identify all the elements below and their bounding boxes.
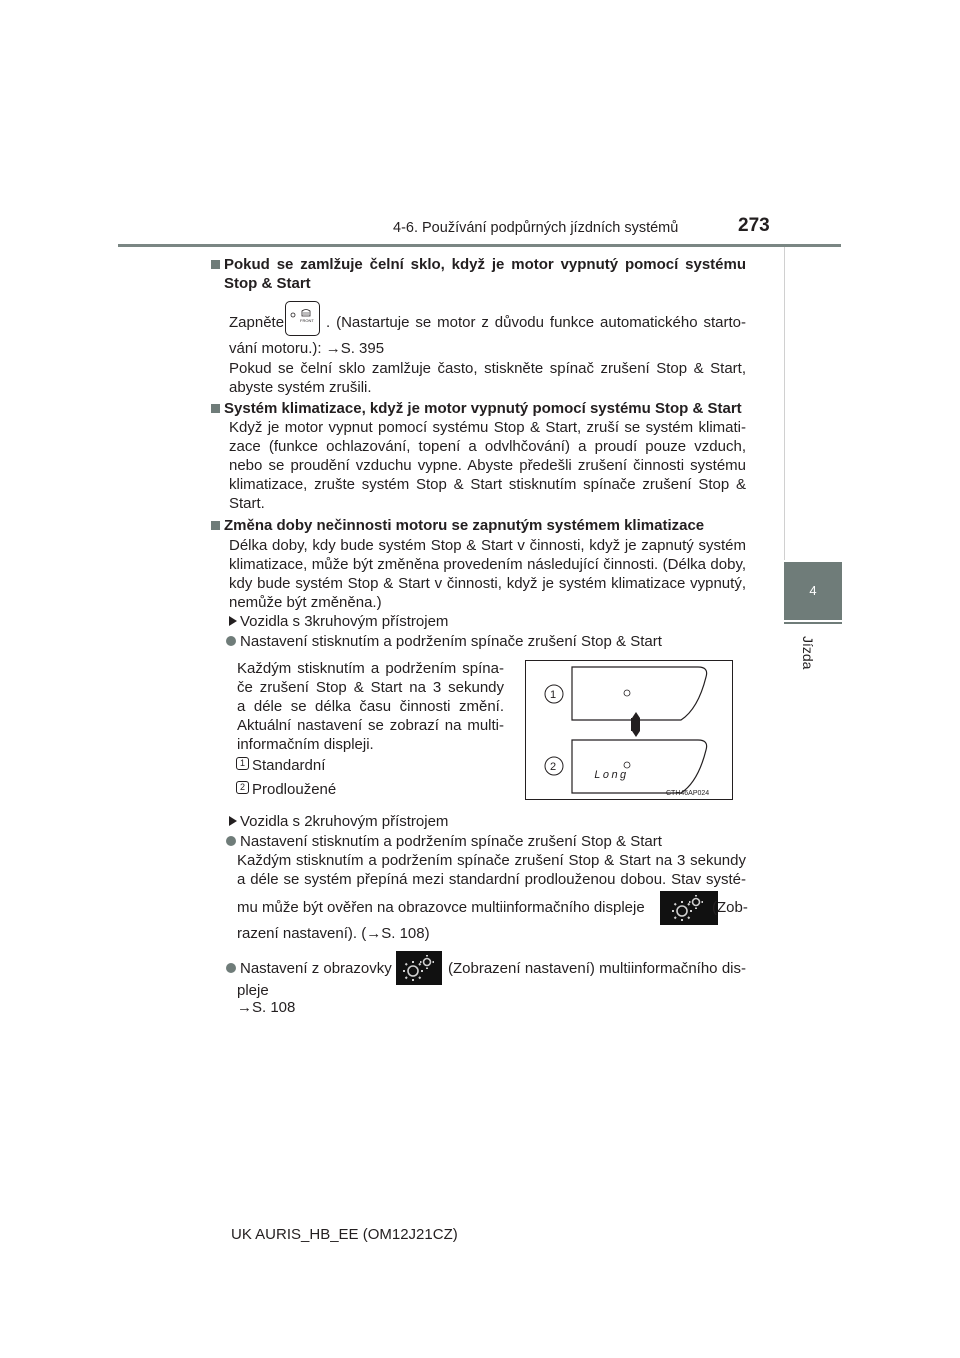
chapter-tab-number: 4: [784, 562, 842, 620]
settings-gears-icon: [660, 891, 718, 925]
bullet-screen-a: Nastavení z obrazovky: [240, 960, 392, 977]
section-2-line: nebo se proudění vzduchu vypne. Abyste předešli zrušení činnosti systému: [229, 457, 746, 474]
bullet-screen-line2: pleje: [237, 982, 269, 999]
desc-3ring-line: Aktuální nastavení se zobrazí na multi-: [237, 717, 504, 734]
bullet-2ring-heading: Nastavení stisknutím a podržením spínače zrušení Stop & Start: [240, 833, 662, 850]
section-1-p2-line1: Pokud se čelní sklo zamlžuje často, stiskněte spínač zrušení Stop & Start,: [229, 360, 746, 377]
section-square-icon: [211, 521, 220, 530]
section-1-p1-after: . (Nastartuje se motor z důvodu funkce automatického starto-: [326, 314, 746, 331]
footer-document-code: UK AURIS_HB_EE (OM12J21CZ): [231, 1226, 458, 1243]
section-3-line: Délka doby, kdy bude systém Stop & Start v činnosti, když je zapnutý systém: [229, 537, 746, 554]
figure-display-long: Long: [594, 770, 629, 782]
desc-3ring-line: Každým stisknutím a podržením spína-: [237, 660, 504, 677]
section-1-p1-before: Zapněte: [229, 314, 285, 331]
bullet-dot-icon: [226, 836, 236, 846]
bullet-2ring-line3a: mu může být ověřen na obrazovce multiinformačního displeje: [237, 899, 645, 916]
bullet-2ring-line1: Každým stisknutím a podržením spínače zrušení Stop & Start na 3 sekundy: [237, 852, 746, 869]
vehicle-2ring-label: Vozidla s 2kruhovým přístrojem: [240, 813, 449, 830]
page-number: 273: [738, 215, 770, 236]
section-1-heading-line2: Stop & Start: [224, 275, 311, 292]
section-2-line: klimatizace, zrušte systém Stop & Start stisknutím spínače zrušení Stop &: [229, 476, 746, 493]
display-figure: [525, 660, 733, 800]
legend-number-1: 1: [236, 757, 249, 770]
bullet-2ring-line3b: (Zob-: [712, 899, 748, 916]
chapter-tab-label: Jízda: [800, 636, 816, 670]
figure-callout-1: 1: [550, 689, 557, 701]
bullet-screen-line3: →S. 108: [237, 999, 296, 1016]
settings-gears-icon: [396, 951, 442, 985]
section-2-line: Start.: [229, 495, 265, 512]
bullet-screen-b: (Zobrazení nastavení) multiinformačního dis-: [448, 960, 746, 977]
bullet-3ring-heading: Nastavení stisknutím a podržením spínače zrušení Stop & Start: [240, 633, 662, 650]
section-2-line: Když je motor vypnut pomocí systému Stop & Start, zruší se systém klimati-: [229, 419, 746, 436]
desc-3ring-line: informačním displeji.: [237, 736, 374, 753]
header-rule: [118, 244, 841, 247]
bullet-dot-icon: [226, 636, 236, 646]
section-1-p1-line2: vání motoru.): →S. 395: [229, 340, 385, 357]
figure-callout-2: 2: [550, 761, 557, 773]
section-square-icon: [211, 260, 220, 269]
section-3-line: kdy bude systém Stop & Start v činnosti, když je systém klimatizace vypnutý,: [229, 575, 746, 592]
chapter-tab-rule: [784, 622, 842, 624]
bullet-dot-icon: [226, 963, 236, 973]
section-1-heading-line1: Pokud se zamlžuje čelní sklo, když je motor vypnutý pomocí systému: [224, 256, 746, 273]
header-section-title: 4-6. Používání podpůrných jízdních systémů: [393, 220, 679, 236]
figure-code: CTH46AP024: [666, 790, 710, 797]
desc-3ring-line: če zrušení Stop & Start na 3 sekundy: [237, 679, 504, 696]
section-3-line: nemůže být změněna.): [229, 594, 382, 611]
front-button-label: FRONT: [300, 318, 314, 323]
vehicle-triangle-icon: [229, 816, 237, 826]
vehicle-triangle-icon: [229, 616, 237, 626]
front-defroster-button-icon: [285, 301, 320, 336]
legend-number-2: 2: [236, 781, 249, 794]
legend-label-extended: Prodloužené: [252, 781, 337, 798]
desc-3ring-line: a déle se délka času činnosti změní.: [237, 698, 504, 715]
section-square-icon: [211, 404, 220, 413]
bullet-2ring-line4: razení nastavení). (→S. 108): [237, 925, 430, 942]
section-1-p2-line2: abyste systém zrušili.: [229, 379, 372, 396]
vehicle-3ring-label: Vozidla s 3kruhovým přístrojem: [240, 613, 449, 630]
legend-label-standard: Standardní: [252, 757, 326, 774]
side-tab-strip: [784, 247, 843, 560]
section-3-heading: Změna doby nečinnosti motoru se zapnutým systémem klimatizace: [224, 517, 705, 534]
section-2-heading: Systém klimatizace, když je motor vypnutý pomocí systému Stop & Start: [224, 400, 742, 417]
section-2-line: zace (funkce ochlazování, topení a odvlhčování) a proudí pouze vzduch,: [229, 438, 746, 455]
bullet-2ring-line2: a déle se systém přepíná mezi standardní prodlouženou dobou. Stav systé-: [237, 871, 746, 888]
section-3-line: klimatizace, může být změněna provedením následující činnosti. (Délka doby,: [229, 556, 746, 573]
